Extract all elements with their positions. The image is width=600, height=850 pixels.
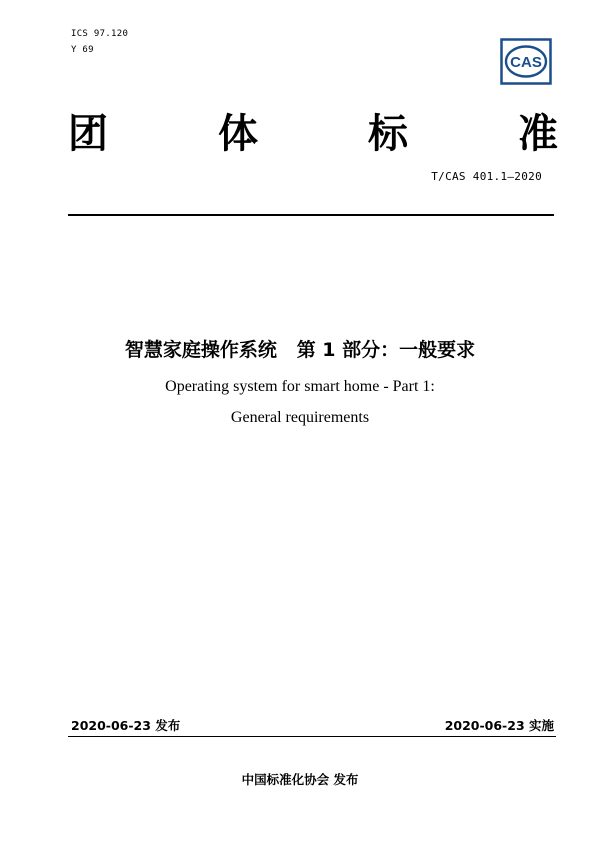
standard-number: T/CAS 401.1—2020 — [431, 170, 542, 183]
title-english-line1: Operating system for smart home - Part 1: — [165, 378, 435, 395]
title-english-line2: General requirements — [230, 409, 370, 426]
standard-type-char: 体 — [218, 110, 258, 157]
cas-logo — [500, 38, 552, 85]
title-chinese: 智慧家庭操作系统 第 1 部分：一般要求 — [124, 339, 476, 361]
cas-logo-text: CAS — [510, 54, 542, 71]
header-divider — [68, 214, 554, 216]
ics-code: ICS 97.120 — [71, 29, 129, 39]
footer-divider — [68, 736, 556, 737]
publisher: 中国标准化协会 发布 — [241, 772, 359, 787]
standard-type-char: 团 — [68, 110, 108, 157]
standard-type-char: 标 — [368, 110, 408, 157]
standard-type-char: 准 — [518, 110, 558, 157]
implement-date: 2020-06-23 实施 — [444, 718, 554, 733]
publish-date: 2020-06-23 发布 — [71, 718, 181, 733]
standard-type-heading — [68, 100, 558, 160]
ccs-code: Y 69 — [71, 45, 94, 55]
